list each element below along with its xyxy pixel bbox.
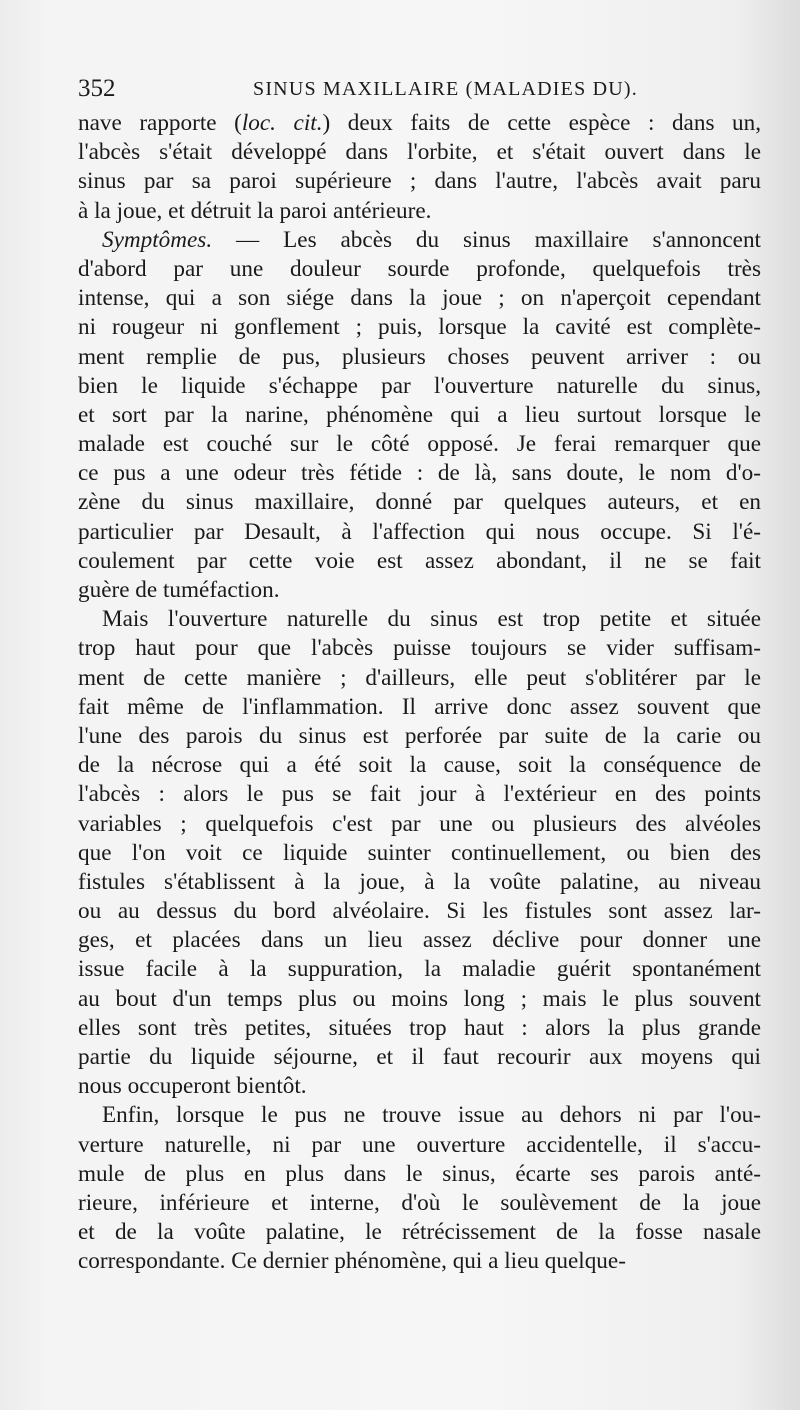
text-line: correspondante. Ce dernier phénomène, qui a lieu quelque- <box>78 1248 626 1275</box>
text-line: ment de cette manière ; d'ailleurs, elle peut s'oblitérer par le <box>78 664 761 691</box>
text-line: fait même de l'inflammation. Il arrive donc assez souvent que <box>78 693 761 720</box>
text-line: ou au dessus du bord alvéolaire. Si les fistules sont assez lar- <box>78 898 761 925</box>
text-line: l'abcès : alors le pus se fait jour à l'extérieur en des points <box>78 781 761 808</box>
text-line: elles sont très petites, situées trop haut : alors la plus grande <box>78 1014 761 1041</box>
paragraph <box>78 109 761 226</box>
text-line: issue facile à la suppuration, la maladie guérit spontanément <box>78 956 761 983</box>
text-line: Enfin, lorsque le pus ne trouve issue au dehors ni par l'ou- <box>102 1102 761 1129</box>
text-line: malade est couché sur le côté opposé. Je ferai remarquer que <box>78 431 761 458</box>
text-line: mule de plus en plus dans le sinus, écarte ses parois anté- <box>78 1160 761 1187</box>
text-line: guère de tuméfaction. <box>78 577 280 603</box>
text-line: de la nécrose qui a été soit la cause, soit la conséquence de <box>78 752 761 779</box>
text-line: ce pus a une odeur très fétide : de là, sans doute, le nom d'o- <box>78 460 761 487</box>
text-line: d'abord par une douleur sourde profonde, quelquefois très <box>78 255 761 282</box>
text-line: Mais l'ouverture naturelle du sinus est trop petite et située <box>102 606 761 633</box>
page-header <box>78 72 768 106</box>
text-line: particulier par Desault, à l'affection qui nous occupe. Si l'é- <box>78 518 761 545</box>
text-line: l'une des parois du sinus est perforée par suite de la carie ou <box>78 722 761 749</box>
text-line: sinus par sa paroi supérieure ; dans l'autre, l'abcès avait paru <box>78 168 761 195</box>
text-line: verture naturelle, ni par une ouverture accidentelle, il s'accu- <box>78 1131 761 1158</box>
paragraph <box>78 605 761 1101</box>
running-title: SINUS MAXILLAIRE (MALADIES DU). <box>253 78 638 100</box>
text-line: partie du liquide séjourne, et il faut recourir aux moyens qui <box>78 1044 761 1070</box>
body-text <box>78 109 761 1277</box>
text-line: rieure, inférieure et interne, d'où le soulèvement de la joue <box>78 1189 761 1216</box>
text-line: l'abcès s'était développé dans l'orbite, et s'était ouvert dans le <box>78 139 761 166</box>
text-line: zène du sinus maxillaire, donné par quelques auteurs, et en <box>78 489 761 516</box>
text-line: trop haut pour que l'abcès puisse toujours se vider suffisam- <box>78 635 761 662</box>
page-number: 352 <box>78 75 116 102</box>
text-line: ment remplie de pus, plusieurs choses peuvent arriver : ou <box>78 343 761 370</box>
text-line: ni rougeur ni gonflement ; puis, lorsque la cavité est complète- <box>78 314 761 341</box>
text-line: que l'on voit ce liquide suinter continuellement, ou bien des <box>78 839 761 866</box>
text-line: nous occuperont bientôt. <box>78 1073 307 1100</box>
text-line: bien le liquide s'échappe par l'ouverture naturelle du sinus, <box>78 372 761 399</box>
text-line: au bout d'un temps plus ou moins long ; mais le plus souvent <box>78 985 761 1012</box>
text-line: intense, qui a son siége dans la joue ; on n'aperçoit cependant <box>78 285 761 312</box>
paragraph <box>78 1101 761 1276</box>
paragraph <box>78 226 761 605</box>
text-line: variables ; quelquefois c'est par une ou plusieurs des alvéoles <box>78 810 761 837</box>
text-line: fistules s'établissent à la joue, à la voûte palatine, au niveau <box>78 868 761 895</box>
text-line: Symptômes. — Les abcès du sinus maxillaire s'annoncent <box>102 226 761 253</box>
text-line: ges, et placées dans un lieu assez déclive pour donner une <box>78 927 761 954</box>
text-line: nave rapporte (loc. cit.) deux faits de cette espèce : dans un, <box>78 110 761 136</box>
text-line: et sort par la narine, phénomène qui a lieu surtout lorsque le <box>78 401 761 428</box>
text-line: à la joue, et détruit la paroi antérieure. <box>78 197 432 224</box>
text-line: coulement par cette voie est assez abondant, il ne se fait <box>78 547 761 574</box>
text-line: et de la voûte palatine, le rétrécissement de la fosse nasale <box>78 1219 761 1246</box>
